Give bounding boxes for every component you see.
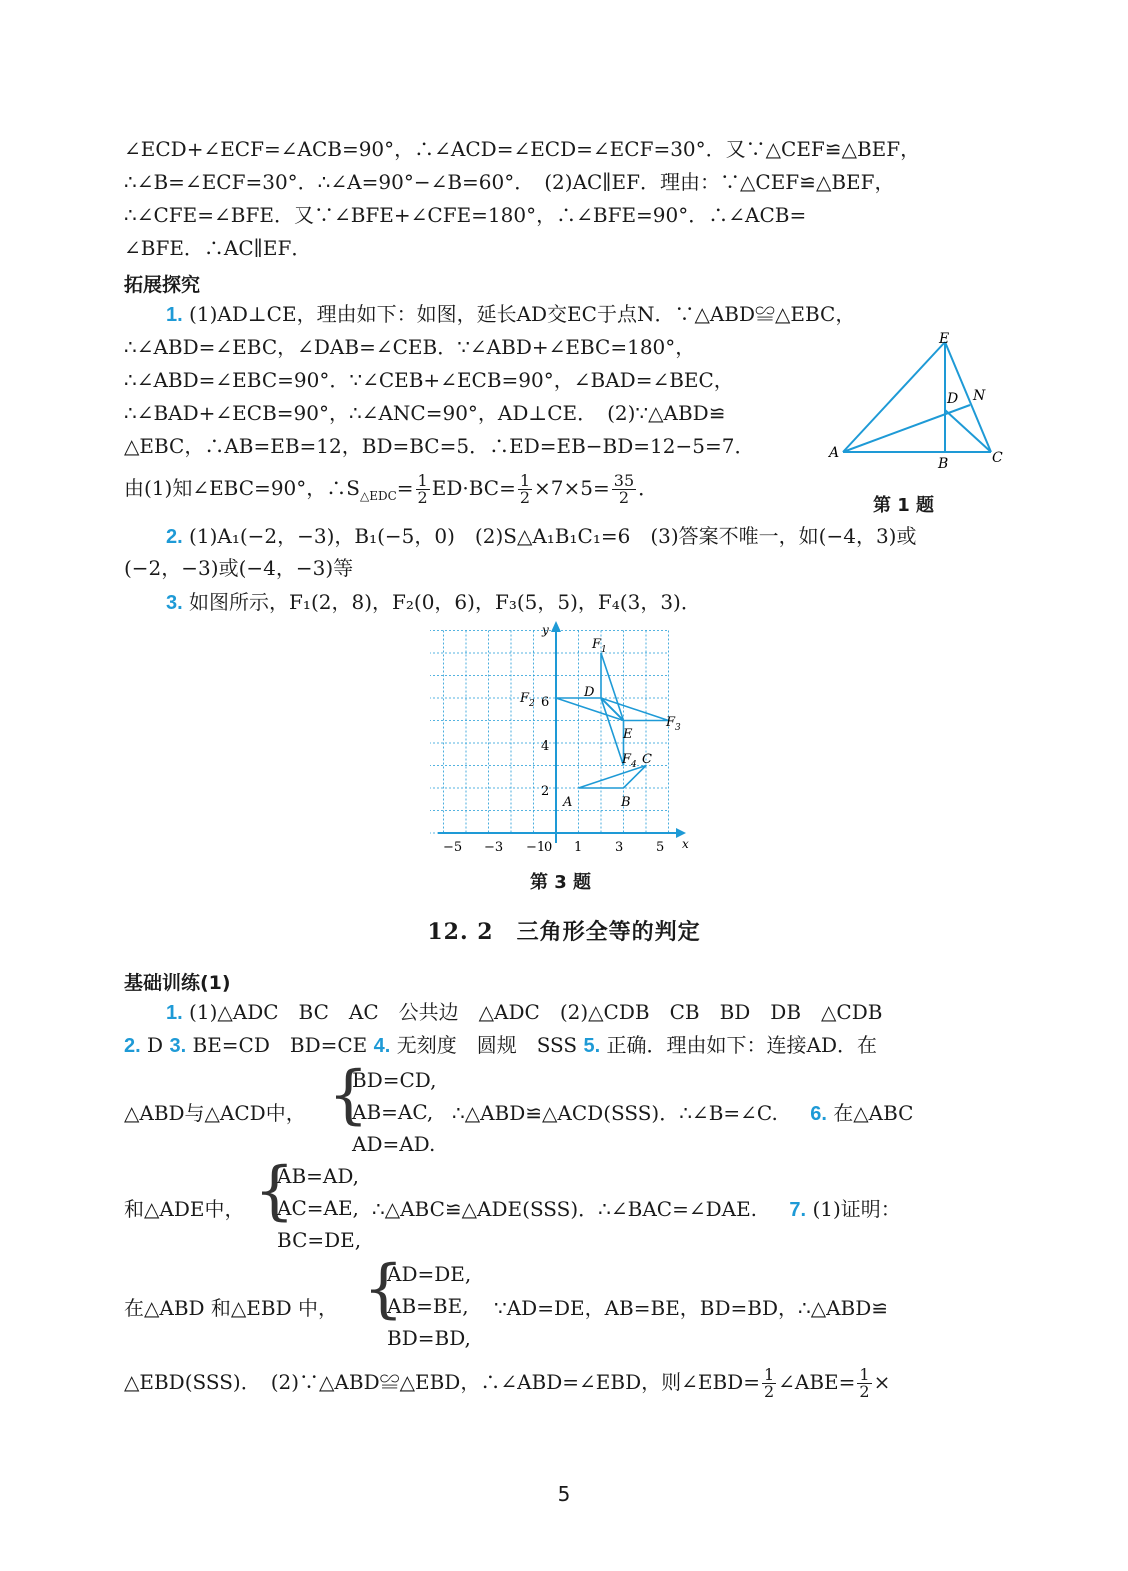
formula-text: ×7×5= — [534, 476, 610, 500]
fraction — [857, 1367, 871, 1400]
question-number: 4. — [373, 1035, 391, 1057]
x-tick-label: −3 — [484, 840, 504, 855]
formula-line — [124, 468, 658, 516]
system-1-suffix — [452, 1097, 913, 1130]
system-3-suffix: ∵AD=DE，AB=BE，BD=BD，∴△ABD≌ — [494, 1296, 889, 1320]
denominator: 2 — [417, 488, 428, 507]
fraction — [518, 473, 532, 506]
question-text: (1)证明： — [812, 1197, 901, 1221]
point-label-E: E — [939, 331, 950, 347]
equation-conclusion: ∴△ABC≌△ADE(SSS)．∴∠BAC=∠DAE. — [372, 1197, 758, 1221]
point-label-N: N — [973, 388, 986, 404]
point-label-B: B — [938, 456, 949, 472]
question-text: D — [147, 1033, 164, 1057]
equation-row: AB=AC, — [352, 1100, 434, 1124]
text-line: ∴∠BAD+∠ECB=90°，∴∠ANC=90°，AD⊥CE． (2)∵△ABD≌ — [124, 401, 726, 425]
formula-subscript: △EDC — [359, 489, 397, 503]
question-text: 如图所示，F₁(2，8)，F₂(0，6)，F₃(5，5)，F₄(3，3)． — [189, 590, 701, 614]
point-label-A: A — [829, 445, 840, 461]
equation-row: BC=DE, — [277, 1228, 362, 1252]
formula-text: = — [396, 476, 414, 500]
formula-text: 由(1)知∠EBC=90°，∴S — [124, 476, 360, 500]
figure-3-caption: 第 3 题 — [530, 872, 592, 893]
question-text: 正确．理由如下：连接AD．在 — [606, 1033, 877, 1057]
question-text: (1)AD⊥CE，理由如下：如图，延长AD交EC于点N．∵△ABD≌△EBC， — [189, 302, 856, 326]
text-line: △EBC，∴AB=EB=12，BD=BC=5．∴ED=EB−BD=12−5=7． — [124, 434, 755, 458]
question-text: (1)A₁(−2，−3)，B₁(−5，0) (2)S△A₁B₁C₁=6 (3)答案不唯一，如(−4，3)或 — [189, 524, 917, 548]
numerator: 1 — [519, 471, 531, 490]
point-label-F1: $F_1$ — [592, 637, 607, 655]
y-tick-label: 6 — [541, 695, 550, 710]
basic-questions-2-5 — [124, 1033, 877, 1058]
point-label-D: D — [947, 391, 959, 407]
point-label-C: C — [642, 752, 652, 767]
section-title: 12. 2 三角形全等的判定 — [427, 919, 701, 945]
question-number: 1. — [166, 1002, 183, 1024]
basic-heading: 基础训练(1) — [124, 972, 231, 994]
x-tick-label: −5 — [443, 840, 463, 855]
equation-system-2 — [277, 1160, 361, 1256]
question-3-line — [166, 590, 701, 615]
y-axis-arrow-icon — [551, 621, 561, 632]
question-text: 无刻度 圆规 SSS — [396, 1033, 578, 1057]
formula-line — [124, 1362, 890, 1402]
point-label-F2: $F_2$ — [520, 691, 535, 709]
numerator: 1 — [417, 471, 428, 490]
equation-system-1 — [352, 1064, 436, 1160]
formula-text: ED·BC= — [431, 476, 516, 500]
formula-text: × — [873, 1370, 891, 1394]
system-2-suffix — [372, 1193, 901, 1226]
y-axis-label: y — [542, 623, 549, 637]
fraction — [416, 473, 430, 506]
question-number: 1. — [166, 304, 183, 326]
system-3-prefix: 在△ABD 和△EBD 中， — [124, 1296, 338, 1320]
numerator: 1 — [859, 1365, 870, 1384]
system-1-prefix: △ABD与△ACD中， — [124, 1101, 306, 1125]
x-tick-label: 5 — [656, 840, 665, 855]
point-label-D: D — [584, 685, 595, 700]
basic-question-1 — [166, 1000, 882, 1025]
question-text: BE=CD BD=CE — [192, 1033, 368, 1057]
segment-AE — [843, 342, 945, 452]
point-label-A: A — [563, 795, 573, 810]
equation-row: AB=BE, — [387, 1294, 469, 1318]
denominator: 2 — [763, 1382, 775, 1401]
extension-heading: 拓展探究 — [124, 274, 201, 296]
question-2-line — [166, 524, 916, 549]
brace-icon: { — [363, 1252, 404, 1326]
question-number: 3. — [169, 1035, 187, 1057]
equation-row: AD=AD. — [352, 1132, 436, 1156]
brace-icon: { — [254, 1154, 295, 1228]
question-number: 2. — [166, 526, 183, 548]
x-tick-label: −1 — [526, 840, 546, 855]
equation-row: AC=AE, — [277, 1196, 359, 1220]
text-line: ∠ECD+∠ECF=∠ACB=90°，∴∠ACD=∠ECD=∠ECF=30°．又∵△CEF≌△BEF， — [124, 137, 921, 161]
denominator: 2 — [618, 488, 630, 507]
equation-row: BD=CD, — [352, 1068, 437, 1092]
formula-text: ． — [638, 476, 659, 500]
question-number: 3. — [166, 592, 183, 614]
x-axis-label: x — [682, 837, 689, 851]
formula-text: ∠ABE= — [778, 1370, 856, 1394]
point-label-E: E — [623, 727, 633, 742]
question-text: (1)△ADC BC AC 公共边 △ADC (2)△CDB CB BD DB △CDB — [189, 1000, 883, 1024]
equation-row: BD=BD, — [387, 1326, 471, 1350]
text-line: ∠BFE．∴AC∥EF． — [124, 236, 312, 260]
numerator: 1 — [763, 1365, 775, 1384]
y-tick-label: 4 — [541, 739, 550, 754]
denominator: 2 — [859, 1382, 870, 1401]
numerator: 35 — [613, 471, 635, 490]
segment-AN — [843, 405, 970, 452]
point-label-F3: $F_3$ — [666, 715, 681, 733]
equation-row: AD=DE, — [387, 1262, 472, 1286]
text-line: ∴∠B=∠ECF=30°．∴∠A=90°−∠B=60°． (2)AC∥EF．理由：∵△CEF≌△BEF， — [124, 170, 895, 194]
point-label-C: C — [992, 450, 1003, 466]
y-tick-label: 2 — [541, 784, 550, 799]
fraction — [612, 473, 636, 506]
question-number: 5. — [583, 1035, 601, 1057]
brace-icon: { — [328, 1058, 369, 1132]
system-2-prefix: 和△ADE中， — [124, 1197, 245, 1221]
question-number: 7. — [789, 1199, 807, 1221]
segment-DC — [945, 410, 991, 452]
denominator: 2 — [519, 488, 531, 507]
text-line: ∴∠CFE=∠BFE．又∵∠BFE+∠CFE=180°，∴∠BFE=90°．∴∠ACB= — [124, 203, 807, 227]
text-line: ∴∠ABD=∠EBC=90°．∵∠CEB+∠ECB=90°，∠BAD=∠BEC， — [124, 368, 734, 392]
page-number: 5 — [557, 1482, 571, 1506]
question-text: 在△ABC — [833, 1101, 914, 1125]
question-number: 2. — [124, 1035, 141, 1057]
figure-3-coordinate-grid — [430, 618, 690, 858]
point-label-B: B — [621, 795, 631, 810]
question-1-line — [166, 302, 855, 327]
equation-row: AB=AD, — [277, 1164, 360, 1188]
question-number: 6. — [810, 1103, 827, 1125]
x-tick-label: 1 — [574, 840, 583, 855]
figure-1-diagram — [825, 330, 1010, 475]
text-line: (−2，−3)或(−4，−3)等 — [124, 556, 354, 580]
point-label-F4: $F_4$ — [622, 752, 637, 770]
equation-system-3 — [387, 1258, 471, 1354]
x-tick-label: 3 — [615, 840, 624, 855]
equation-conclusion: ∴△ABD≌△ACD(SSS)．∴∠B=∠C. — [452, 1101, 778, 1125]
formula-text: △EBD(SSS)． (2)∵△ABD≌△EBD，∴∠ABD=∠EBD，则∠EBD= — [124, 1370, 760, 1394]
fraction — [762, 1367, 776, 1400]
figure-1-caption: 第 1 题 — [873, 495, 935, 516]
text-line: ∴∠ABD=∠EBC，∠DAB=∠CEB．∵∠ABD+∠EBC=180°， — [124, 335, 696, 359]
origin-label: 0 — [544, 840, 553, 855]
